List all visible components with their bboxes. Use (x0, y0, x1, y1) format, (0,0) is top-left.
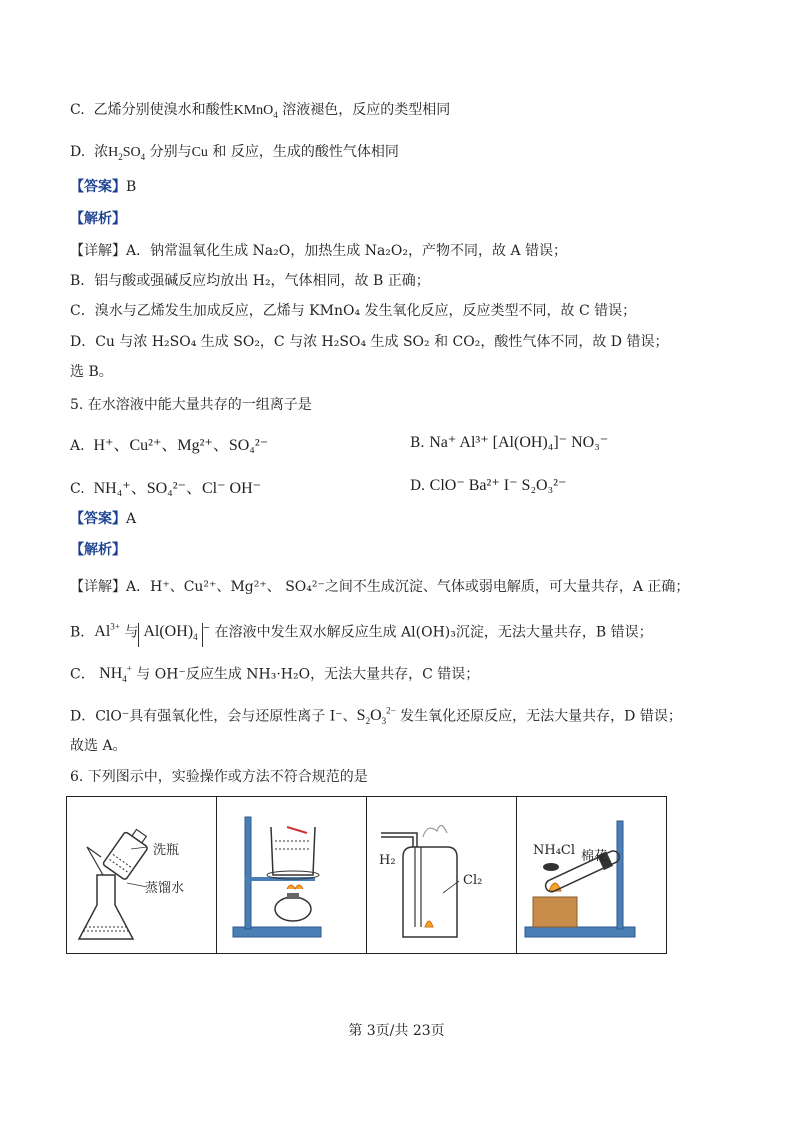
q5-answer: 【答案】A (70, 511, 137, 527)
q4-answer: 【答案】B (70, 179, 137, 195)
distilled-water-label: 蒸馏水 (145, 881, 185, 896)
q5-detail-c: C． $NH_4^+$ 与 OH⁻反应生成 NH₃·H₂O，无法大量共存，C 错误； (70, 664, 480, 685)
h2-label: H₂ (379, 853, 396, 868)
q4-option-c: C. 乙烯分别使溴水和酸性KMnO$_4$ 溶液褪色，反应的类型相同 (70, 102, 451, 120)
q5-detail-d: D．ClO⁻具有强氧化性，会与还原性离子 I⁻、$S_2O_3^{2-}$ 发生氧化还原反应，无法大量共存，D 错误； (70, 706, 682, 727)
aloh4-ion: $Al(OH)_4$ (138, 623, 202, 646)
q5-detail-a: 【详解】A．H⁺、Cu²⁺、Mg²⁺、 SO₄²⁻之间不生成沉淀、气体或弱电解质，可大量共存，A 正确； (70, 579, 690, 595)
kmno4-formula: KMnO$_4$ (233, 103, 278, 120)
q4-conclusion: 选 B。 (70, 364, 113, 380)
q5-analysis-label: 【解析】 (70, 542, 126, 558)
page-footer: 第 3页/共 23页 (348, 1023, 445, 1039)
q5-option-a: A. H⁺、Cu²⁺、Mg²⁺、SO₄²⁻ (70, 437, 269, 454)
q6-stem: 6. 下列图示中，实验操作或方法不符合规范的是 (70, 769, 368, 785)
q5-stem: 5. 在水溶液中能大量共存的一组离子是 (70, 397, 312, 413)
q4-detail-d: D．Cu 与浓 H₂SO₄ 生成 SO₂，C 与浓 H₂SO₄ 生成 SO₂ 和 CO₂，酸性气体不同，故 D 错误； (70, 334, 669, 350)
q4-analysis-label: 【解析】 (70, 211, 126, 227)
figure-beaker-heating (217, 797, 367, 953)
q5-detail-b: B．$Al^{3+}$ 与 $Al(OH)_4^-$ 在溶液中发生双水解反应生成 Al(OH)₃沉淀，无法大量共存，B 错误； (70, 618, 653, 647)
q6-figure-table (66, 796, 667, 954)
wash-bottle-label: 洗瓶 (153, 843, 180, 858)
q4-option-d: D. 浓$H_2SO_4$ 分别与Cu 和 反应，生成的酸性气体相同 (70, 144, 399, 162)
q5-conclusion: 故选 A。 (70, 738, 127, 754)
q5-option-d: D. ClO⁻ Ba²⁺ I⁻ S₂O₃²⁻ (410, 477, 567, 494)
cotton-label: 棉花 (581, 849, 608, 864)
figure-h2-cl2 (367, 797, 517, 953)
q4-detail-c: C．溴水与乙烯发生加成反应，乙烯与 KMnO₄ 发生氧化反应，反应类型不同，故 C 错误； (70, 303, 637, 319)
q4-detail-b: B．铝与酸或强碱反应均放出 H₂，气体相同，故 B 正确； (70, 273, 430, 289)
nh4-ion: $NH_4^+$ (99, 664, 132, 685)
al3-ion: $Al^{3+}$ (94, 622, 120, 641)
nh4cl-label: NH₄Cl (533, 843, 576, 858)
q5-option-c: C. NH₄⁺、SO₄²⁻、Cl⁻ OH⁻ (70, 480, 262, 497)
figure-wash-bottle (67, 797, 217, 953)
q5-option-b: B. Na⁺ Al³⁺ [Al(OH)₄]⁻ NO₃⁻ (410, 434, 609, 451)
s2o3-ion: $S_2O_3^{2-}$ (356, 706, 396, 727)
q4-detail-a: 【详解】A．钠常温氧化生成 Na₂O，加热生成 Na₂O₂，产物不同，故 A 错误； (70, 243, 568, 259)
figure-nh4cl-heating (517, 797, 666, 953)
cl2-label: Cl₂ (463, 873, 483, 888)
